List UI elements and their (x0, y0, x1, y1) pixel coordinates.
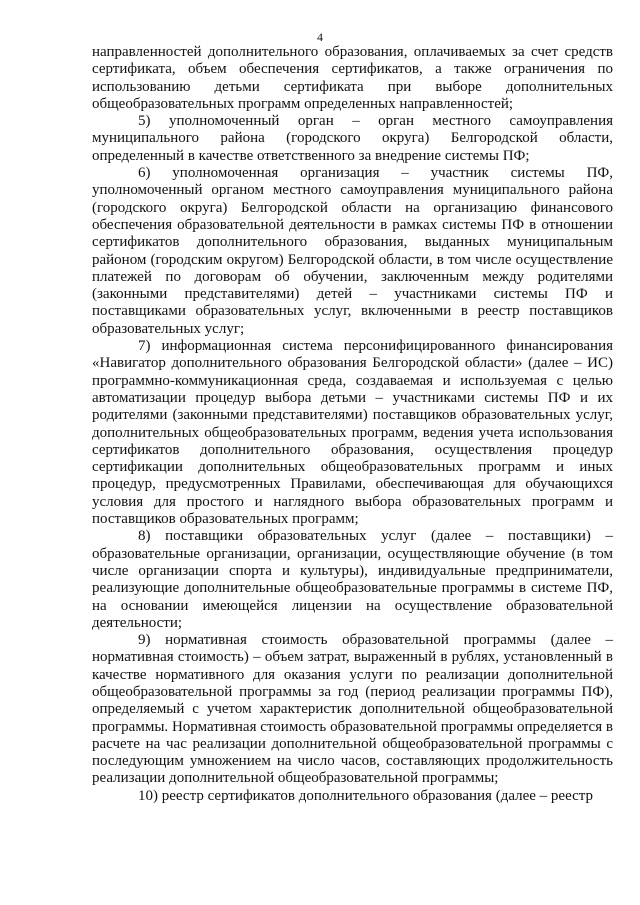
paragraph-continuation: направленностей дополнительного образования, оплачиваемых за счет средств сертификата, объем обеспечения сертификатов, а также ограничения по использованию детьми сертификата при выборе дополнительных общеобразовательных программ определенных направленностей; (92, 44, 613, 112)
paragraph-item-9: 9) нормативная стоимость образовательной программы (далее – нормативная стоимость) – объем затрат, выраженный в рублях, установленный в качестве нормативного для оказания услуги по реализации дополнительной общеобразовательной программы за год (период реализации программы ПФ), определяемый с учетом характеристик дополнительной общеобразовательной программы. Нормативная стоимость образовательной программы определяется в расчете на час реализации дополнительной общеобразовательной программы с последующим умножением на число часов, составляющих продолжительность реализации дополнительной общеобразовательной программы; (92, 632, 613, 787)
paragraph-item-5: 5) уполномоченный орган – орган местного самоуправления муниципального района (городского округа) Белгородской области, определенный в качестве ответственного за внедрение системы ПФ; (92, 113, 613, 164)
page-number: 4 (317, 30, 323, 44)
paragraph-item-7: 7) информационная система персонифицированного финансирования «Навигатор дополнительного образования Белгородской области» (далее – ИС) программно-коммуникационная среда, создаваемая и используемая с целью автоматизации процедур выбора детьми – участниками системы ПФ и их родителями (законными представителями) поставщиков образовательных услуг, дополнительных общеобразовательных программ, ведения учета использования сертификатов дополнительного образования, осуществления процедур сертификации дополнительных общеобразовательных программ и иных процедур, предусмотренных Правилами, обеспечивающая для обучающихся условия для простого и наглядного выбора образовательных программ и поставщиков образовательных программ; (92, 338, 613, 528)
paragraph-item-8: 8) поставщики образовательных услуг (далее – поставщики) – образовательные организации, организации, осуществляющие обучение (в том числе организации спорта и культуры), индивидуальные предприниматели, реализующие дополнительные общеобразовательные программы в системе ПФ, на основании имеющейся лицензии на осуществление образовательной деятельности; (92, 528, 613, 631)
paragraph-item-6: 6) уполномоченная организация – участник системы ПФ, уполномоченный органом местного самоуправления муниципального района (городского округа) Белгородской области на организацию финансового обеспечения образовательной деятельности в рамках системы ПФ в отношении сертификатов дополнительного образования, выданных муниципальным районом (городским округом) Белгородской области, в том числе осуществление платежей по договорам об обучении, заключенным между родителями (законными представителями) детей – участниками системы ПФ и поставщиками образовательных услуг, включенными в реестр поставщиков образовательных услуг; (92, 165, 613, 337)
paragraph-item-10: 10) реестр сертификатов дополнительного образования (далее – реестр (138, 787, 594, 804)
document-body (92, 44, 613, 805)
